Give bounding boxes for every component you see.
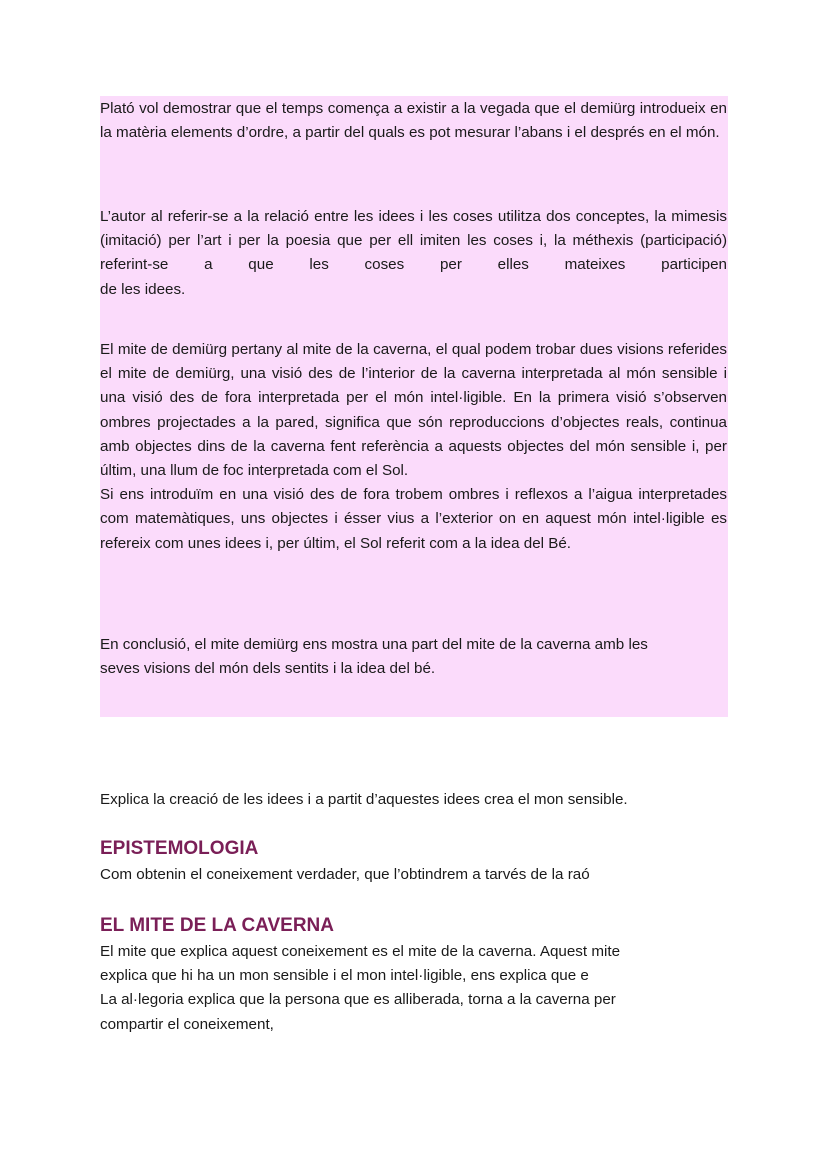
paragraph-plato-time: Plató vol demostrar que el temps comença a existir a la vegada que el demiürg introdueix en la matèria elements d’ordre, a partir del quals es pot mesurar l’abans i el després en el món. xyxy=(100,100,727,142)
text-line: compartir el coneixement, xyxy=(100,1015,274,1033)
text-line: El mite de demiürg pertany al mite de la caverna, el qual podem trobar dues visions referides el mite de demiürg, una visió des de l’interior de la caverna interpretada al món sensible i una visió des de fora interpretada per el món intel·ligible. En la primera visió s’observen ombres projectades a la pared, significa que són reproduccions d’objectes reals, continua amb objectes dins de la caverna fent referència a aquests objectes del món sensible i, per últim, una llum de foc interpretada com el Sol. xyxy=(100,341,727,480)
paragraph-mite-caverna xyxy=(100,940,727,1037)
paragraph-creacio-idees: Explica la creació de les idees i a partit d’aquestes idees crea el mon sensible. xyxy=(100,791,628,808)
text-line: En conclusió, el mite demiürg ens mostra una part del mite de la caverna amb les xyxy=(100,636,648,653)
paragraph-demiurg-caverna xyxy=(100,338,727,556)
paragraph-mimesis-methexis xyxy=(100,205,727,302)
text-line: La al·legoria explica que la persona que es alliberada, torna a la caverna per xyxy=(100,991,616,1009)
text-line: Si ens introduïm en una visió des de fora trobem ombres i reflexos a l’aigua interpretades com matemàtiques, uns objectes i ésser vius a l’exterior on en aquest món intel·ligible es refereix com unes idees i, per últim, el Sol referit com a la idea del Bé. xyxy=(100,486,727,552)
text-line: El mite que explica aquest coneixement es el mite de la caverna. Aquest mite xyxy=(100,943,621,960)
text-line: seves visions del món dels sentits i la idea del bé. xyxy=(100,660,436,678)
paragraph-epistemologia xyxy=(100,863,727,887)
paragraph-conclusio xyxy=(100,633,727,681)
heading-mite-caverna: EL MITE DE LA CAVERNA xyxy=(100,915,334,936)
heading-epistemologia: EPISTEMOLOGIA xyxy=(100,838,259,859)
text-line: de les idees. xyxy=(100,280,186,298)
text-line: L’autor al referir-se a la relació entre les idees i les coses utilitza dos conceptes, la mimesis (imitació) per l’art i per la poesia que per ell imiten les coses i, la méthexis (participació) referint-se a que les coses per elles mateixes participen xyxy=(100,208,727,274)
text-line: explica que hi ha un mon sensible i el mon intel·ligible, ens explica que e xyxy=(100,967,589,985)
text-line: Com obtenin el coneixement verdader, que l’obtindrem a tarvés de la raó xyxy=(100,866,590,883)
